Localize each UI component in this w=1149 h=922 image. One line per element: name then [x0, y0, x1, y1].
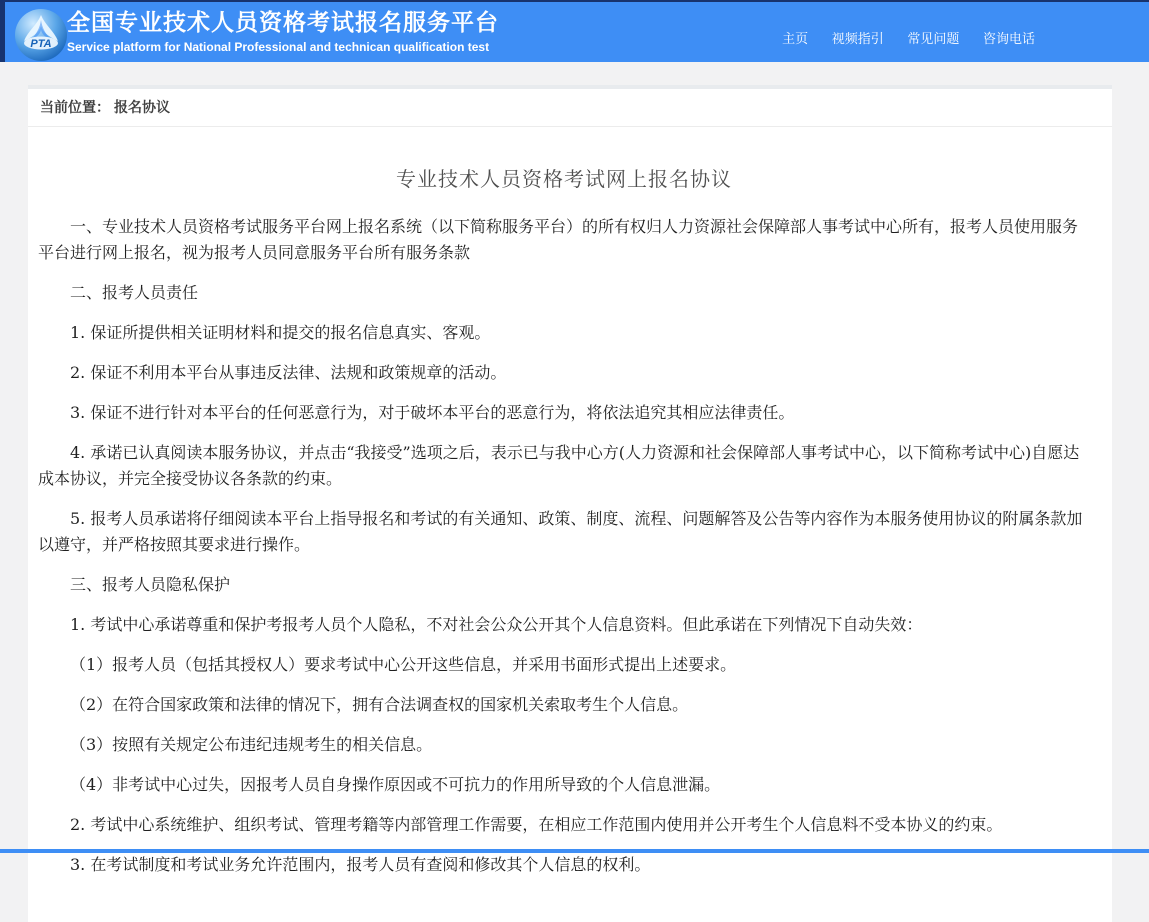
pta-logo-icon [14, 8, 68, 62]
agreement-paragraph: 二、报考人员责任 [70, 283, 199, 302]
agreement-title: 专业技术人员资格考试网上报名协议 [396, 167, 732, 191]
main-area [0, 85, 1149, 922]
content-panel [28, 85, 1112, 922]
nav-video-guide-link[interactable]: 视频指引 [831, 31, 884, 46]
nav-home-link[interactable]: 主页 [782, 31, 809, 46]
breadcrumb-label: 当前位置： [40, 99, 110, 115]
agreement-paragraph: 2. 保证不利用本平台从事违反法律、法规和政策规章的活动。 [70, 363, 507, 382]
agreement-paragraph: （2）在符合国家政策和法律的情况下，拥有合法调查权的国家机关索取考生个人信息。 [70, 695, 689, 714]
breadcrumb [28, 89, 1112, 127]
agreement-paragraph: 5. 报考人员承诺将仔细阅读本平台上指导报名和考试的有关通知、政策、制度、流程、问题解答及公告等内容作为本服务使用协议的附属条款加以遵守，并严格按照其要求进行操作。 [38, 509, 1083, 554]
agreement-content [28, 127, 1112, 922]
breadcrumb-current: 报名协议 [114, 99, 170, 115]
agreement-paragraph: 一、专业技术人员资格考试服务平台网上报名系统（以下简称服务平台）的所有权归人力资源社会保障部人事考试中心所有，报考人员使用服务平台进行网上报名，视为报考人员同意服务平台所有服务条款 [38, 217, 1079, 262]
site-header [0, 0, 1149, 62]
nav-hotline-link[interactable]: 咨询电话 [982, 31, 1035, 46]
footer-bar [0, 849, 1149, 853]
header-titles [67, 7, 499, 55]
agreement-paragraph: （3）按照有关规定公布违纪违规考生的相关信息。 [70, 735, 433, 754]
agreement-paragraph: 1. 考试中心承诺尊重和保护考报考人员个人隐私，不对社会公众公开其个人信息资料。但此承诺在下列情况下自动失效： [70, 615, 923, 634]
agreement-paragraph: 三、报考人员隐私保护 [70, 575, 231, 594]
agreement-paragraph: 4. 承诺已认真阅读本服务协议，并点击“我接受”选项之后，表示已与我中心方(人力资源和社会保障部人事考试中心，以下简称考试中心)自愿达成本协议，并完全接受协议各条款的约束。 [38, 443, 1080, 488]
pta-logo-text: PTA [30, 38, 52, 50]
site-title: 全国专业技术人员资格考试报名服务平台 [67, 9, 499, 35]
agreement-paragraph: 3. 保证不进行针对本平台的任何恶意行为，对于破坏本平台的恶意行为，将依法追究其相应法律责任。 [70, 403, 795, 422]
agreement-paragraph: （1）报考人员（包括其授权人）要求考试中心公开这些信息，并采用书面形式提出上述要求。 [70, 655, 737, 674]
agreement-paragraph: （4）非考试中心过失，因报考人员自身操作原因或不可抗力的作用所导致的个人信息泄漏。 [70, 775, 721, 794]
header-nav [762, 28, 1035, 47]
site-subtitle: Service platform for National Professional and technican qualification test [67, 40, 490, 54]
nav-faq-link[interactable]: 常见问题 [907, 31, 960, 46]
agreement-paragraph: 3. 在考试制度和考试业务允许范围内，报考人员有查阅和修改其个人信息的权利。 [70, 855, 651, 874]
agreement-paragraph: 2. 考试中心系统维护、组织考试、管理考籍等内部管理工作需要，在相应工作范围内使用并公开考生个人信息料不受本协义的约束。 [70, 815, 1003, 834]
agreement-paragraph: 1. 保证所提供相关证明材料和提交的报名信息真实、客观。 [70, 323, 491, 342]
